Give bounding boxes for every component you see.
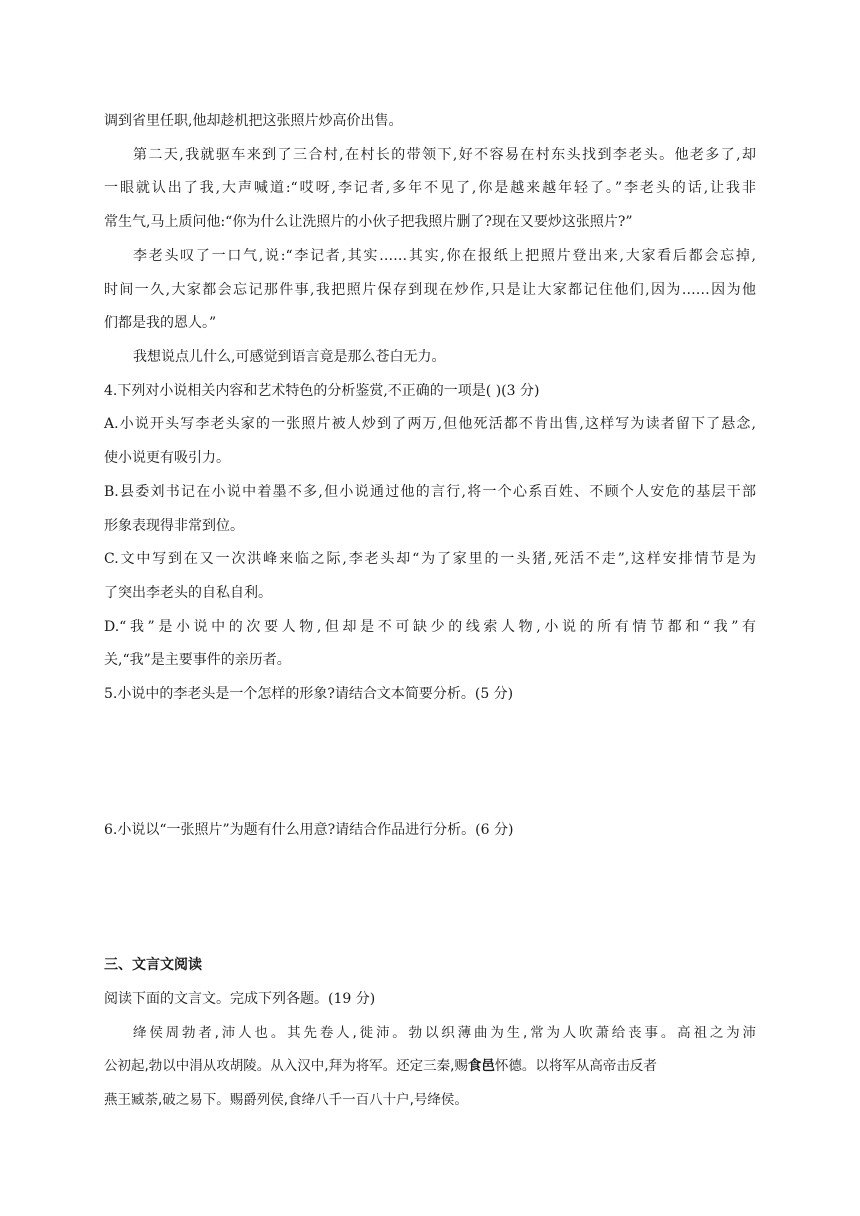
story-line: 时间一久,大家都会忘记那件事,我把照片保存到现在炒作,只是让大家都记住他们,因为……因为他 — [104, 282, 756, 298]
emphasized-word: 食邑 — [467, 1058, 495, 1074]
story-line: 我想说点儿什么,可感觉到语言竟是那么苍白无力。 — [133, 349, 446, 365]
option-d: D.“我”是小说中的次要人物,但却是不可缺少的线索人物,小说的所有情节都和“我”有 — [104, 619, 756, 635]
option-c: 了突出李老头的自私自利。 — [104, 585, 272, 601]
question-4-stem: 4.下列对小说相关内容和艺术特色的分析鉴赏,不正确的一项是( )(3 分) — [104, 383, 540, 399]
classical-text-segment: 公初起,勃以中涓从攻胡陵。从入汉中,拜为将军。还定三秦,赐 — [104, 1058, 468, 1074]
option-c: C.文中写到在又一次洪峰来临之际,李老头却“为了家里的一头猪,死活不走”,这样安排情节是为 — [104, 551, 756, 567]
option-a: A.小说开头写李老头家的一张照片被人炒到了两万,但他死活都不肯出售,这样写为读者留下了悬念, — [104, 416, 756, 432]
story-line: 一眼就认出了我,大声喊道:“哎呀,李记者,多年不见了,你是越来越年轻了。”李老头的话,让我非 — [104, 180, 756, 196]
story-line: 李老头叹了一口气,说:“李记者,其实……其实,你在报纸上把照片登出来,大家看后都会忘掉, — [133, 248, 756, 264]
question-5: 5.小说中的李老头是一个怎样的形象?请结合文本简要分析。(5 分) — [104, 686, 514, 702]
option-d: 关,“我”是主要事件的亲历者。 — [104, 652, 291, 668]
section-heading: 三、文言文阅读 — [104, 957, 202, 973]
option-b: B.县委刘书记在小说中着墨不多,但小说通过他的言行,将一个心系百姓、不顾个人安危的基层干部 — [104, 484, 756, 500]
section-intro: 阅读下面的文言文。完成下列各题。(19 分) — [104, 991, 376, 1007]
classical-text-line: 燕王臧荼,破之易下。赐爵列侯,食绛八千一百八十户,号绛侯。 — [104, 1092, 468, 1108]
classical-text-line — [104, 1056, 657, 1076]
story-line: 第二天,我就驱车来到了三合村,在村长的带领下,好不容易在村东头找到李老头。他老多了,却 — [133, 147, 756, 163]
classical-text-segment: 怀德。以将军从高帝击反者 — [494, 1058, 657, 1074]
classical-text-line: 绛侯周勃者,沛人也。其先卷人,徙沛。勃以织薄曲为生,常为人吹萧给丧事。高祖之为沛 — [133, 1025, 756, 1041]
option-a: 使小说更有吸引力。 — [104, 450, 230, 466]
option-b: 形象表现得非常到位。 — [104, 518, 244, 534]
story-line: 调到省里任职,他却趁机把这张照片炒高价出售。 — [104, 113, 403, 129]
story-line: 常生气,马上质问他:“你为什么让洗照片的小伙子把我照片删了?现在又要炒这张照片?” — [104, 214, 633, 230]
question-6: 6.小说以“一张照片”为题有什么用意?请结合作品进行分析。(6 分) — [104, 822, 514, 838]
story-line: 们都是我的恩人。” — [104, 315, 217, 331]
